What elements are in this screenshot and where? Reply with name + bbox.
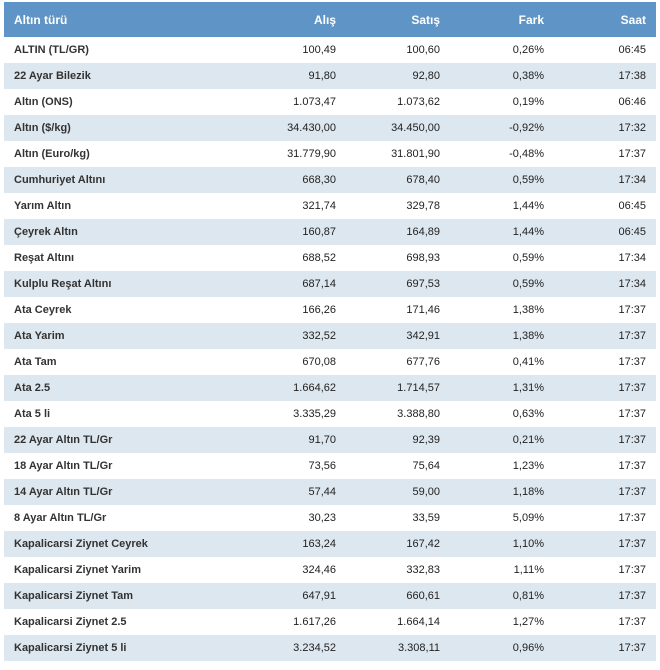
row-gold-type: Kapalicarsi Ziynet Tam bbox=[14, 590, 134, 602]
table-row bbox=[4, 193, 656, 219]
row-gold-type: Altın ($/kg) bbox=[14, 122, 71, 134]
row-gold-type: 14 Ayar Altın TL/Gr bbox=[14, 486, 113, 498]
gold-prices-panel bbox=[4, 2, 656, 661]
row-buy-price: 31.779,90 bbox=[287, 148, 336, 160]
row-change: 1,31% bbox=[512, 382, 544, 394]
row-change: 1,38% bbox=[512, 304, 544, 316]
row-buy-price: 166,26 bbox=[302, 304, 336, 316]
row-sell-price: 1.073,62 bbox=[397, 96, 440, 108]
row-sell-price: 342,91 bbox=[406, 330, 440, 342]
row-time: 17:37 bbox=[618, 590, 646, 602]
row-time: 17:37 bbox=[618, 304, 646, 316]
row-buy-price: 324,46 bbox=[302, 564, 336, 576]
table-row bbox=[4, 635, 656, 661]
row-change: 1,10% bbox=[512, 538, 544, 550]
row-time: 06:45 bbox=[618, 44, 646, 56]
row-buy-price: 57,44 bbox=[308, 486, 336, 498]
row-change: 0,26% bbox=[512, 44, 544, 56]
row-time: 06:46 bbox=[618, 96, 646, 108]
row-buy-price: 321,74 bbox=[302, 200, 336, 212]
row-buy-price: 647,91 bbox=[302, 590, 336, 602]
row-change: 1,18% bbox=[512, 486, 544, 498]
row-change: 0,19% bbox=[512, 96, 544, 108]
row-gold-type: Çeyrek Altın bbox=[14, 226, 78, 238]
table-body bbox=[4, 37, 656, 661]
row-time: 17:37 bbox=[618, 408, 646, 420]
row-buy-price: 163,24 bbox=[302, 538, 336, 550]
row-time: 17:37 bbox=[618, 512, 646, 524]
row-sell-price: 1.714,57 bbox=[397, 382, 440, 394]
row-buy-price: 30,23 bbox=[308, 512, 336, 524]
row-change: 1,23% bbox=[512, 460, 544, 472]
row-gold-type: Ata 5 li bbox=[14, 408, 51, 420]
row-change: -0,92% bbox=[509, 122, 544, 134]
row-buy-price: 91,70 bbox=[308, 434, 336, 446]
row-sell-price: 75,64 bbox=[412, 460, 440, 472]
table-row bbox=[4, 297, 656, 323]
row-sell-price: 33,59 bbox=[412, 512, 440, 524]
row-gold-type: Yarım Altın bbox=[14, 200, 72, 212]
row-change: -0,48% bbox=[509, 148, 544, 160]
header-time[interactable]: Saat bbox=[620, 12, 646, 27]
row-sell-price: 677,76 bbox=[406, 356, 440, 368]
row-change: 1,44% bbox=[512, 200, 544, 212]
row-sell-price: 59,00 bbox=[412, 486, 440, 498]
table-row bbox=[4, 37, 656, 63]
table-row bbox=[4, 141, 656, 167]
row-buy-price: 34.430,00 bbox=[287, 122, 336, 134]
row-buy-price: 73,56 bbox=[308, 460, 336, 472]
row-gold-type: Kapalicarsi Ziynet 5 li bbox=[14, 642, 127, 654]
row-sell-price: 92,39 bbox=[412, 434, 440, 446]
table-row bbox=[4, 401, 656, 427]
row-time: 17:37 bbox=[618, 642, 646, 654]
row-gold-type: Ata Tam bbox=[14, 356, 57, 368]
table-row bbox=[4, 323, 656, 349]
row-sell-price: 100,60 bbox=[406, 44, 440, 56]
row-time: 17:37 bbox=[618, 148, 646, 160]
row-time: 17:34 bbox=[618, 174, 646, 186]
row-gold-type: Kapalicarsi Ziynet Ceyrek bbox=[14, 538, 148, 550]
table-row bbox=[4, 531, 656, 557]
row-time: 06:45 bbox=[618, 200, 646, 212]
row-change: 1,38% bbox=[512, 330, 544, 342]
row-time: 17:37 bbox=[618, 330, 646, 342]
row-buy-price: 668,30 bbox=[302, 174, 336, 186]
row-change: 1,11% bbox=[513, 564, 544, 576]
table-row bbox=[4, 557, 656, 583]
row-gold-type: 22 Ayar Bilezik bbox=[14, 70, 91, 82]
table-row bbox=[4, 609, 656, 635]
table-row bbox=[4, 583, 656, 609]
row-sell-price: 329,78 bbox=[406, 200, 440, 212]
row-gold-type: Altın (ONS) bbox=[14, 96, 73, 108]
row-sell-price: 34.450,00 bbox=[391, 122, 440, 134]
row-change: 0,21% bbox=[512, 434, 544, 446]
row-buy-price: 91,80 bbox=[308, 70, 336, 82]
row-sell-price: 31.801,90 bbox=[391, 148, 440, 160]
row-gold-type: Ata Ceyrek bbox=[14, 304, 72, 316]
row-time: 17:38 bbox=[618, 70, 646, 82]
table-row bbox=[4, 271, 656, 297]
row-time: 17:37 bbox=[618, 356, 646, 368]
row-change: 0,59% bbox=[512, 252, 544, 264]
row-gold-type: Kapalicarsi Ziynet 2.5 bbox=[14, 616, 127, 628]
row-buy-price: 3.335,29 bbox=[293, 408, 336, 420]
row-time: 17:37 bbox=[618, 616, 646, 628]
row-change: 1,44% bbox=[512, 226, 544, 238]
table-row bbox=[4, 479, 656, 505]
row-change: 0,81% bbox=[512, 590, 544, 602]
table-row bbox=[4, 427, 656, 453]
table-row bbox=[4, 89, 656, 115]
row-change: 0,41% bbox=[512, 356, 544, 368]
row-buy-price: 687,14 bbox=[302, 278, 336, 290]
row-change: 0,96% bbox=[512, 642, 544, 654]
row-time: 17:34 bbox=[618, 252, 646, 264]
row-gold-type: Kulplu Reşat Altını bbox=[14, 278, 112, 290]
table-row bbox=[4, 219, 656, 245]
header-buy[interactable]: Alış bbox=[313, 12, 336, 27]
row-sell-price: 660,61 bbox=[406, 590, 440, 602]
row-sell-price: 3.308,11 bbox=[397, 642, 440, 654]
table-header-row bbox=[4, 2, 656, 37]
table-row bbox=[4, 375, 656, 401]
row-sell-price: 92,80 bbox=[412, 70, 440, 82]
row-sell-price: 678,40 bbox=[406, 174, 440, 186]
row-buy-price: 1.664,62 bbox=[293, 382, 336, 394]
table-row bbox=[4, 63, 656, 89]
row-sell-price: 3.388,80 bbox=[397, 408, 440, 420]
row-buy-price: 332,52 bbox=[302, 330, 336, 342]
row-gold-type: Kapalicarsi Ziynet Yarim bbox=[14, 564, 141, 576]
row-buy-price: 100,49 bbox=[302, 44, 336, 56]
table-row bbox=[4, 453, 656, 479]
row-gold-type: Ata Yarim bbox=[14, 330, 65, 342]
row-buy-price: 1.073,47 bbox=[293, 96, 336, 108]
row-sell-price: 171,46 bbox=[406, 304, 440, 316]
row-buy-price: 670,08 bbox=[302, 356, 336, 368]
row-gold-type: ALTIN (TL/GR) bbox=[14, 44, 89, 56]
row-gold-type: 22 Ayar Altın TL/Gr bbox=[14, 434, 113, 446]
header-gold-type[interactable]: Altın türü bbox=[14, 12, 68, 27]
header-sell[interactable]: Satış bbox=[411, 12, 440, 27]
row-time: 17:37 bbox=[618, 564, 646, 576]
table-row bbox=[4, 115, 656, 141]
row-gold-type: Ata 2.5 bbox=[14, 382, 51, 394]
row-change: 0,63% bbox=[512, 408, 544, 420]
row-sell-price: 697,53 bbox=[406, 278, 440, 290]
row-time: 17:32 bbox=[618, 122, 646, 134]
table-row bbox=[4, 245, 656, 271]
row-time: 17:34 bbox=[618, 278, 646, 290]
row-buy-price: 3.234,52 bbox=[293, 642, 336, 654]
header-change[interactable]: Fark bbox=[518, 12, 544, 27]
row-time: 06:45 bbox=[618, 226, 646, 238]
row-buy-price: 1.617,26 bbox=[293, 616, 336, 628]
table-row bbox=[4, 505, 656, 531]
row-time: 17:37 bbox=[618, 486, 646, 498]
row-gold-type: Reşat Altını bbox=[14, 252, 75, 264]
row-change: 0,38% bbox=[512, 70, 544, 82]
row-change: 5,09% bbox=[512, 512, 544, 524]
row-change: 0,59% bbox=[512, 174, 544, 186]
row-change: 0,59% bbox=[512, 278, 544, 290]
row-sell-price: 698,93 bbox=[406, 252, 440, 264]
row-time: 17:37 bbox=[618, 434, 646, 446]
row-buy-price: 160,87 bbox=[302, 226, 336, 238]
row-buy-price: 688,52 bbox=[302, 252, 336, 264]
row-sell-price: 332,83 bbox=[406, 564, 440, 576]
row-gold-type: Altın (Euro/kg) bbox=[14, 148, 90, 160]
table-row bbox=[4, 349, 656, 375]
row-gold-type: Cumhuriyet Altını bbox=[14, 174, 106, 186]
row-time: 17:37 bbox=[618, 382, 646, 394]
row-time: 17:37 bbox=[618, 460, 646, 472]
gold-prices-table bbox=[4, 2, 656, 661]
row-change: 1,27% bbox=[512, 616, 544, 628]
table-row bbox=[4, 167, 656, 193]
row-gold-type: 8 Ayar Altın TL/Gr bbox=[14, 512, 107, 524]
row-time: 17:37 bbox=[618, 538, 646, 550]
row-sell-price: 1.664,14 bbox=[397, 616, 440, 628]
row-gold-type: 18 Ayar Altın TL/Gr bbox=[14, 460, 113, 472]
row-sell-price: 167,42 bbox=[406, 538, 440, 550]
row-sell-price: 164,89 bbox=[406, 226, 440, 238]
